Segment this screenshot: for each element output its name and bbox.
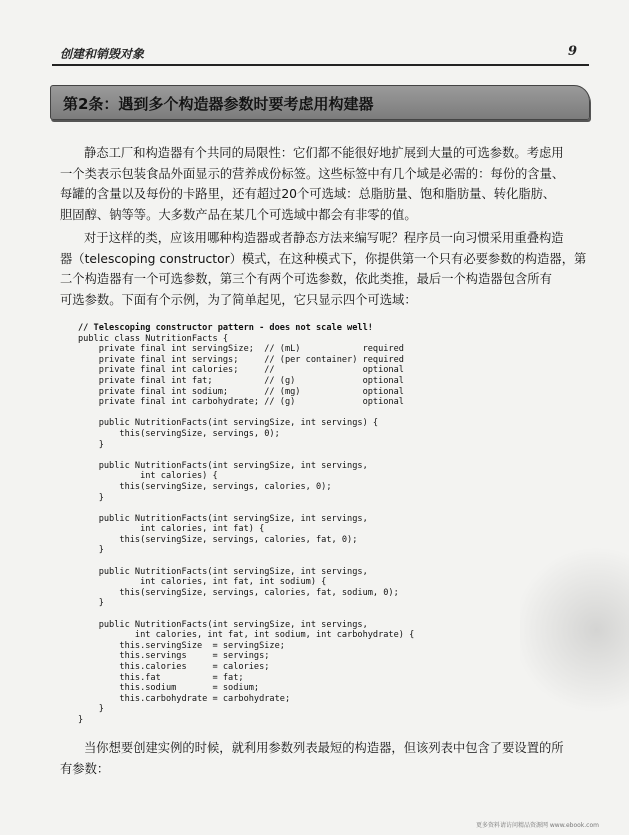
paragraph-line: 有参数：	[60, 761, 110, 776]
code-line: private final int sodium; // (mg) optional	[78, 386, 404, 397]
code-line: this.servings = servings;	[78, 651, 270, 662]
code-listing	[78, 323, 414, 726]
code-line: this.calories = calories;	[78, 662, 270, 672]
code-line: private final int fat; // (g) optional	[78, 375, 404, 386]
paragraph-line: 一个类表示包装食品外面显示的营养成份标签。这些标签中有几个域是必需的：每份的含量、	[60, 166, 565, 181]
paragraph-2	[60, 228, 590, 310]
paragraph-1	[60, 143, 590, 225]
code-line	[78, 450, 414, 461]
chapter-title: 创建和销毁对象	[60, 47, 145, 61]
code-line: private final int servingSize; // (mL) required	[78, 344, 404, 355]
code-line: int calories, int fat) {	[78, 524, 265, 535]
code-line	[78, 408, 414, 419]
code-line	[78, 609, 414, 620]
paragraph-line: 每罐的含量以及每份的卡路里，还有超过20个可选域：总脂肪量、饱和脂肪量、转化脂肪、	[60, 187, 556, 201]
code-comment-line: // Telescoping constructor pattern - does not scale well!	[78, 323, 373, 333]
code-line	[78, 556, 414, 567]
code-line: }	[78, 704, 104, 715]
code-line: int calories, int fat, int sodium, int carbohydrate) {	[78, 630, 415, 641]
code-line: }	[78, 714, 84, 725]
running-head	[52, 42, 589, 66]
paragraph-line: 当你想要创建实例的时候，就利用参数列表最短的构造器，但该列表中包含了要设置的所	[84, 741, 564, 755]
code-line: this(servingSize, servings, calories, fat, sodium, 0);	[78, 587, 399, 598]
code-line: this.servingSize = servingSize;	[78, 640, 285, 651]
paragraph-line: 二个构造器有一个可选参数，第三个有两个可选参数，依此类推，最后一个构造器包含所有	[60, 272, 552, 286]
paragraph-3	[60, 738, 590, 779]
code-line: }	[78, 492, 104, 503]
code-line: this.carbohydrate = carbohydrate;	[78, 693, 291, 704]
code-line: public NutritionFacts(int servingSize, int servings,	[78, 460, 368, 471]
code-line: private final int servings; // (per container) required	[78, 354, 404, 365]
code-line: public NutritionFacts(int servingSize, int servings,	[78, 513, 368, 524]
item-heading: 第2条：遇到多个构造器参数时要考虑用构建器	[63, 95, 374, 113]
code-line: this.sodium = sodium;	[78, 683, 260, 694]
code-line: private final int carbohydrate; // (g) optional	[78, 397, 404, 408]
code-line: this.fat = fat;	[78, 672, 244, 683]
page-number: 9	[567, 44, 577, 59]
code-line: this(servingSize, servings, calories, fat, 0);	[78, 534, 358, 545]
code-line: int calories, int fat, int sodium) {	[78, 577, 327, 588]
code-line: public NutritionFacts(int servingSize, int servings) {	[78, 418, 379, 429]
code-line: private final int calories; // optional	[78, 365, 404, 376]
footer-watermark: 更多资料请访问精品资源网 www.ebook.com	[475, 822, 599, 829]
paragraph-line: 可选参数。下面有个示例，为了简单起见，它只显示四个可选域：	[60, 292, 417, 307]
code-line: public class NutritionFacts {	[78, 333, 229, 344]
item-heading-banner	[50, 85, 590, 120]
code-line: this(servingSize, servings, calories, 0);	[78, 481, 332, 492]
code-line: }	[78, 598, 104, 609]
code-line: public NutritionFacts(int servingSize, int servings,	[78, 566, 368, 577]
code-line: }	[78, 439, 104, 450]
code-line: int calories) {	[78, 471, 218, 482]
code-line: this(servingSize, servings, 0);	[78, 428, 280, 439]
paragraph-line: 胆固醇、钠等等。大多数产品在某几个可选域中都会有非零的值。	[60, 207, 417, 222]
paragraph-line: 器（telescoping constructor）模式，在这种模式下，你提供第一个只有必要参数的构造器，第	[60, 251, 587, 266]
code-line: }	[78, 545, 104, 556]
code-line: public NutritionFacts(int servingSize, int servings,	[78, 619, 368, 630]
paragraph-line: 对于这样的类，应该用哪种构造器或者静态方法来编写呢？程序员一向习惯采用重叠构造	[84, 231, 564, 245]
code-line	[78, 503, 414, 514]
paragraph-line: 静态工厂和构造器有个共同的局限性：它们都不能很好地扩展到大量的可选参数。考虑用	[84, 146, 564, 160]
watermark-shade	[520, 540, 629, 720]
